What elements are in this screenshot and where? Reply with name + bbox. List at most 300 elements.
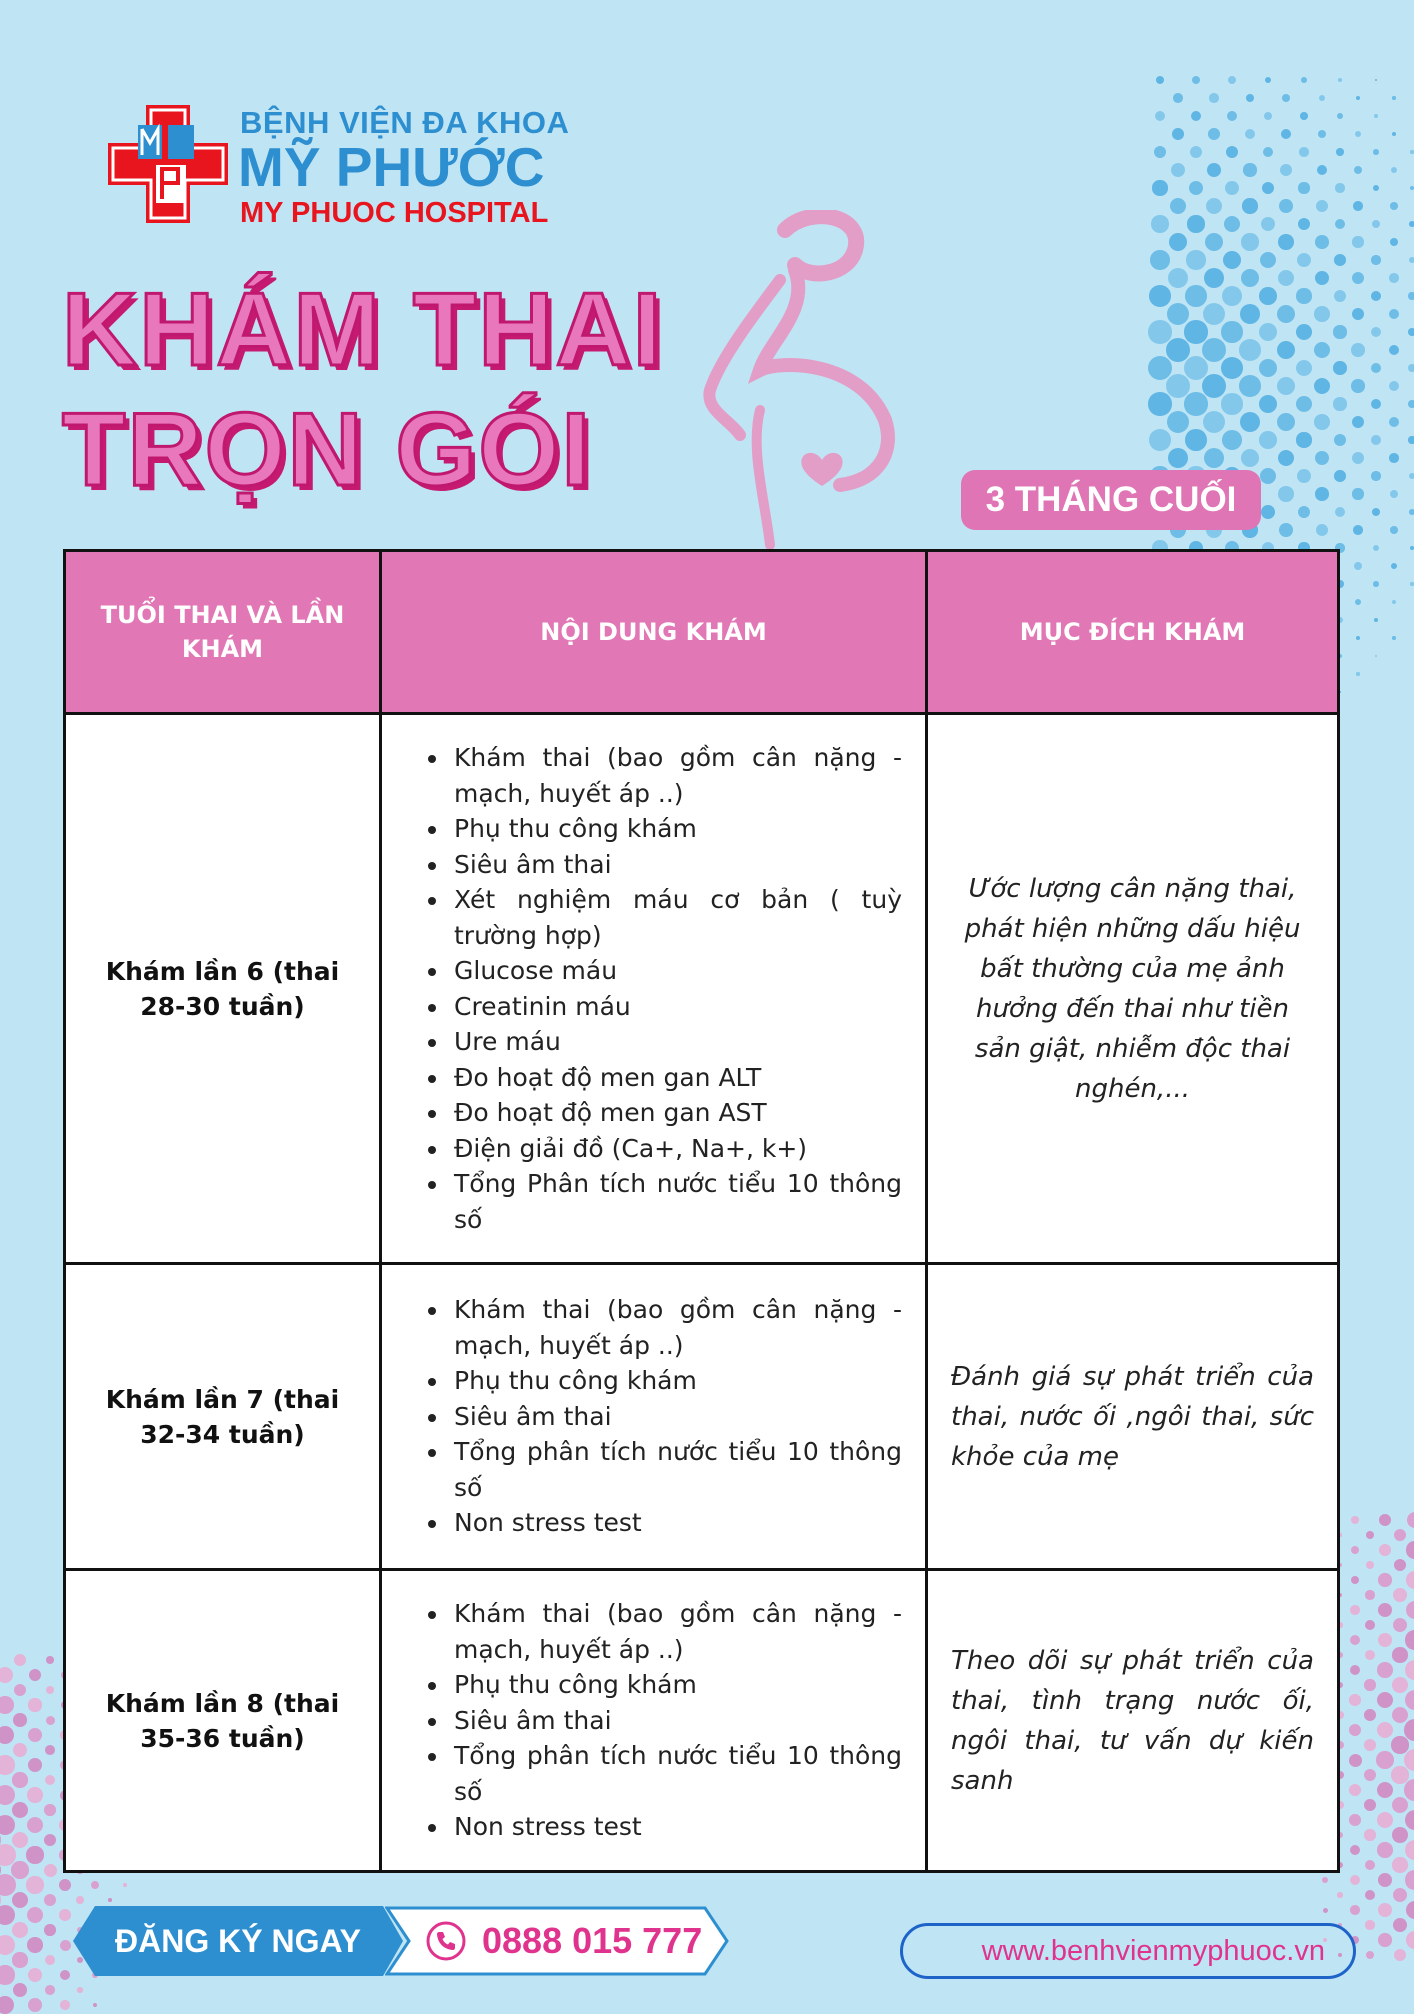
stage-cell (65, 714, 381, 1264)
decorative-dot (1241, 449, 1260, 468)
decorative-dot (12, 1892, 29, 1909)
decorative-dot (1204, 268, 1224, 288)
decorative-dot (1350, 1905, 1360, 1915)
decorative-dot (1351, 379, 1364, 392)
decorative-dot (1156, 76, 1165, 85)
decorative-dot (1318, 130, 1326, 138)
decorative-dot (0, 1965, 15, 1984)
purpose-cell (927, 714, 1339, 1264)
decorative-dot (27, 1817, 43, 1833)
decorative-dot (1392, 1677, 1408, 1693)
decorative-dot (1378, 1633, 1393, 1648)
decorative-dot (1171, 163, 1185, 177)
decorative-dot (28, 1998, 42, 2012)
decorative-dot (1349, 1784, 1361, 1796)
trimester-badge: 3 THÁNG CUỐI (961, 470, 1261, 530)
decorative-dot (1364, 1829, 1375, 1840)
decorative-dot (1389, 417, 1399, 427)
decorative-dot (1377, 1692, 1393, 1708)
decorative-dot (1315, 451, 1330, 466)
decorative-dot (1405, 1690, 1414, 1711)
decorative-dot (1166, 338, 1190, 362)
decorative-dot (1297, 253, 1311, 267)
decorative-dot (1167, 303, 1189, 325)
decorative-dot (1298, 506, 1311, 519)
decorative-dot (1408, 328, 1414, 336)
decorative-dot (60, 1940, 71, 1951)
decorative-dot (1405, 1870, 1414, 1889)
decorative-dot (26, 1876, 43, 1893)
decorative-dot (76, 1896, 84, 1904)
decorative-dot (1155, 111, 1166, 122)
decorative-dot (12, 1772, 27, 1787)
decorative-dot (1376, 1751, 1394, 1769)
decorative-dot (1353, 525, 1363, 535)
decorative-dot (1335, 183, 1344, 192)
hospital-logo (108, 105, 538, 225)
decorative-dot (1280, 164, 1292, 176)
decorative-dot (123, 1883, 127, 1887)
decorative-dot (1314, 306, 1330, 322)
decorative-dot (1172, 128, 1184, 140)
decorative-dot (1410, 186, 1414, 191)
decorative-dot (1334, 254, 1346, 266)
page-title-line1: KHÁM THAI (62, 278, 663, 382)
decorative-dot (46, 1686, 54, 1694)
decorative-dot (1334, 470, 1346, 482)
decorative-dot (1314, 342, 1330, 358)
decorative-dot (1356, 672, 1359, 675)
purpose-text: Theo dõi sự phát triển của thai, tình trạng nước ối, ngôi thai, tư vấn dự kiến sanh (929, 1641, 1336, 1801)
decorative-dot (1350, 1605, 1360, 1615)
decorative-dot (1409, 257, 1414, 263)
decorative-dot (1261, 217, 1276, 232)
decorative-dot (1315, 271, 1330, 286)
decorative-dot (1265, 77, 1272, 84)
decorative-dot (1371, 471, 1380, 480)
decorative-dot (1323, 1908, 1328, 1913)
decorative-dot (1222, 286, 1242, 306)
decorative-dot (1221, 393, 1242, 414)
decorative-dot (1349, 1694, 1361, 1706)
decorative-dot (1186, 250, 1205, 269)
decorative-dot (11, 1861, 29, 1879)
decorative-dot (1350, 1845, 1361, 1856)
decorative-dot (46, 1716, 55, 1725)
list-item: • Phụ thu công khám (450, 811, 902, 847)
decorative-dot (1405, 1630, 1414, 1649)
decorative-dot (1278, 450, 1295, 467)
decorative-dot (59, 1909, 71, 1921)
decorative-dot (12, 1802, 28, 1818)
decorative-dot (1207, 163, 1221, 177)
decorative-dot (1410, 546, 1414, 551)
decorative-dot (14, 1684, 27, 1697)
content-cell (381, 1264, 927, 1570)
decorative-dot (1336, 148, 1344, 156)
decorative-dot (45, 1955, 56, 1966)
decorative-dot (1390, 526, 1397, 533)
decorative-dot (1406, 1931, 1414, 1949)
decorative-dot (1373, 149, 1378, 154)
decorative-dot (1225, 181, 1239, 195)
decorative-dot (1277, 341, 1296, 360)
stage-text: Khám lần 7 (thai 32-34 tuần) (67, 1382, 378, 1452)
decorative-dot (1316, 524, 1328, 536)
decorative-dot (1365, 1920, 1374, 1929)
decorative-dot (1410, 582, 1413, 585)
list-item: • Glucose máu (450, 953, 902, 989)
decorative-dot (1296, 360, 1312, 376)
decorative-dot (46, 1656, 53, 1663)
decorative-dot (1277, 413, 1295, 431)
decorative-dot (44, 1924, 55, 1935)
website-url-text: www.benhvienmyphuoc.vn (982, 1935, 1325, 1967)
decorative-dot (0, 1726, 14, 1744)
decorative-dot (1352, 416, 1365, 429)
decorative-dot (1394, 1949, 1407, 1962)
decorative-dot (27, 1787, 43, 1803)
decorative-dot (1364, 1799, 1376, 1811)
decorative-dot (1351, 1516, 1358, 1523)
decorative-dot (1278, 270, 1295, 287)
decorative-dot (1409, 509, 1414, 515)
list-item: • Khám thai (bao gồm cân nặng - mạch, huyết áp ..) (450, 1292, 902, 1363)
decorative-dot (13, 1983, 27, 1997)
decorative-dot (1239, 339, 1261, 361)
decorative-dot (1371, 291, 1381, 301)
decorative-dot (1245, 129, 1256, 140)
decorative-dot (1366, 1561, 1374, 1569)
list-item: • Siêu âm thai (450, 1703, 902, 1739)
exam-schedule-table (63, 549, 1340, 1873)
stage-text: Khám lần 6 (thai 28-30 tuần) (67, 954, 378, 1024)
decorative-dot (1392, 1797, 1408, 1813)
decorative-dot (1408, 364, 1414, 372)
decorative-dot (1389, 381, 1399, 391)
decorative-dot (1372, 508, 1380, 516)
decorative-dot (0, 1874, 16, 1896)
decorative-dot (1260, 468, 1276, 484)
list-item: • Ure máu (450, 1024, 902, 1060)
decorative-dot (93, 2003, 98, 2008)
decorative-dot (13, 1743, 27, 1757)
decorative-dot (1296, 288, 1311, 303)
decorative-dot (1317, 165, 1327, 175)
decorative-dot (1190, 146, 1203, 159)
purpose-text: Đánh giá sự phát triển của thai, nước ối ,ngôi thai, sức khỏe của mẹ (929, 1357, 1336, 1477)
decorative-dot (1393, 1918, 1407, 1932)
list-item: • Khám thai (bao gồm cân nặng - mạch, huyết áp ..) (450, 1596, 902, 1667)
hotline-button[interactable] (385, 1906, 730, 1976)
decorative-dot (1184, 392, 1207, 415)
decorative-dot (1208, 128, 1220, 140)
decorative-dot (1337, 113, 1343, 119)
decorative-dot (1392, 1707, 1408, 1723)
decorative-dot (1408, 292, 1414, 299)
decorative-dot (1350, 1665, 1361, 1676)
website-url (903, 1926, 1353, 1976)
decorative-dot (1152, 180, 1167, 195)
decorative-dot (1371, 363, 1382, 374)
decorative-dot (1154, 146, 1167, 159)
list-item: • Đo hoạt độ men gan ALT (450, 1060, 902, 1096)
decorative-dot (1392, 1647, 1407, 1662)
decorative-dot (1333, 397, 1346, 410)
decorative-dot (1377, 1812, 1393, 1828)
decorative-dot (1371, 327, 1381, 337)
stage-text: Khám lần 8 (thai 35-36 tuần) (67, 1686, 378, 1756)
hospital-cross-logo-icon (108, 105, 228, 223)
decorative-dot (1259, 359, 1278, 378)
decorative-dot (1379, 1514, 1391, 1526)
decorative-dot (1149, 429, 1170, 450)
decorative-dot (1240, 412, 1261, 433)
decorative-dot (1279, 523, 1293, 537)
decorative-dot (28, 1698, 41, 1711)
decorative-dot (1259, 395, 1278, 414)
decorative-dot (1377, 1842, 1392, 1857)
decorative-dot (1350, 1875, 1360, 1885)
table-header-row (65, 551, 1339, 714)
decorative-dot (1204, 448, 1224, 468)
decorative-dot (0, 1996, 14, 2014)
stage-cell (65, 1264, 381, 1570)
decorative-dot (1389, 273, 1399, 283)
decorative-dot (1371, 435, 1381, 445)
hospital-name-line1: BỆNH VIỆN ĐA KHOA (240, 105, 569, 141)
decorative-dot (1405, 1840, 1414, 1860)
decorative-dot (1319, 95, 1326, 102)
decorative-dot (1259, 431, 1277, 449)
hospital-name-english: MY PHUOC HOSPITAL (240, 197, 548, 230)
header-purpose: MỤC ĐÍCH KHÁM (927, 551, 1339, 714)
decorative-dot (1391, 167, 1397, 173)
decorative-dot (1392, 132, 1397, 137)
decorative-dot (29, 1669, 41, 1681)
decorative-dot (44, 1894, 56, 1906)
decorative-dot (1263, 147, 1274, 158)
decorative-dot (1184, 320, 1207, 343)
decorative-dot (1352, 488, 1363, 499)
decorative-dot (1393, 1888, 1407, 1902)
decorative-dot (1169, 233, 1187, 251)
decorative-dot (1378, 1573, 1391, 1586)
decorative-dot (60, 2000, 69, 2009)
decorative-dot (0, 1905, 15, 1926)
decorative-dot (1350, 1635, 1360, 1645)
decorative-dot (1365, 1590, 1374, 1599)
decorative-dot (1364, 1709, 1376, 1721)
decorative-dot (1149, 285, 1170, 306)
page-title-line2: TRỌN GÓI (62, 398, 592, 502)
decorative-dot (44, 1834, 56, 1846)
decorative-dot (1322, 1877, 1328, 1883)
decorative-dot (45, 1985, 55, 1995)
list-item: • Phụ thu công khám (450, 1363, 902, 1399)
decorative-dot (1239, 375, 1261, 397)
decorative-dot (1282, 94, 1290, 102)
decorative-dot (1404, 1779, 1414, 1800)
decorative-dot (1392, 1857, 1407, 1872)
decorative-dot (1356, 636, 1361, 641)
decorative-dot (1168, 268, 1188, 288)
stage-cell (65, 1570, 381, 1872)
decorative-dot (1148, 320, 1171, 343)
decorative-dot (44, 1864, 57, 1877)
decorative-dot (1378, 1873, 1393, 1888)
phone-icon (425, 1920, 467, 1962)
decorative-dot (1240, 304, 1261, 325)
hotline-number: 0888 015 777 (482, 1906, 702, 1976)
decorative-dot (0, 1696, 14, 1714)
decorative-dot (1374, 618, 1378, 622)
decorative-dot (1314, 414, 1330, 430)
decorative-dot (12, 1952, 27, 1967)
decorative-dot (0, 1935, 15, 1955)
decorative-dot (1354, 562, 1362, 570)
decorative-dot (1392, 96, 1395, 99)
purpose-cell (927, 1570, 1339, 1872)
decorative-dot (1338, 78, 1342, 82)
list-item: • Phụ thu công khám (450, 1667, 902, 1703)
decorative-dot (1351, 343, 1364, 356)
decorative-dot (1148, 392, 1171, 415)
list-item: • Tổng Phân tích nước tiểu 10 thông số (450, 1166, 902, 1237)
decorative-dot (1296, 396, 1312, 412)
decorative-dot (1392, 636, 1395, 639)
decorative-dot (1378, 1933, 1391, 1946)
decorative-dot (60, 1970, 70, 1980)
decorative-dot (1378, 1603, 1392, 1617)
decorative-dot (1187, 215, 1204, 232)
decorative-dot (1205, 233, 1223, 251)
decorative-dot (1228, 76, 1236, 84)
decorative-dot (1364, 1679, 1375, 1690)
list-item: • Tổng phân tích nước tiểu 10 thông số (450, 1434, 902, 1505)
decorative-dot (1349, 1754, 1362, 1767)
decorative-dot (1349, 1724, 1361, 1736)
decorative-dot (1278, 486, 1293, 501)
decorative-dot (1221, 321, 1242, 342)
decorative-dot (1301, 77, 1307, 83)
decorative-dot (1408, 400, 1414, 408)
decorative-dot (1391, 1736, 1408, 1753)
decorative-dot (1315, 487, 1328, 500)
list-item: • Điện giải đồ (Ca+, Na+, k+) (450, 1131, 902, 1167)
decorative-dot (1365, 1650, 1376, 1661)
pregnant-woman-silhouette-icon (690, 210, 920, 550)
decorative-dot (1391, 563, 1397, 569)
decorative-dot (1185, 285, 1206, 306)
decorative-dot (1390, 238, 1399, 247)
decorative-dot (1296, 432, 1311, 447)
list-item: • Siêu âm thai (450, 847, 902, 883)
decorative-dot (28, 1758, 43, 1773)
decorative-dot (1364, 1769, 1377, 1782)
decorative-dot (108, 1898, 111, 1901)
decorative-dot (0, 1755, 15, 1774)
exam-items-list (383, 1270, 924, 1563)
decorative-dot (1409, 221, 1414, 227)
decorative-dot (1408, 436, 1414, 443)
register-now-label: ĐĂNG KÝ NGAY (73, 1906, 403, 1976)
decorative-dot (1334, 434, 1347, 447)
decorative-dot (1226, 146, 1238, 158)
decorative-dot (1364, 1739, 1377, 1752)
decorative-dot (1375, 655, 1377, 657)
decorative-dot (45, 1775, 56, 1786)
decorative-dot (1298, 182, 1309, 193)
decorative-dot (1390, 490, 1399, 499)
decorative-dot (1375, 79, 1377, 81)
decorative-dot (1261, 505, 1276, 520)
decorative-dot (1406, 1901, 1414, 1920)
decorative-dot (1223, 251, 1241, 269)
decorative-dot (1222, 430, 1242, 450)
decorative-dot (1279, 199, 1293, 213)
decorative-dot (12, 1922, 28, 1938)
decorative-dot (1407, 1512, 1414, 1528)
website-link[interactable] (900, 1923, 1356, 1979)
decorative-dot (1316, 200, 1328, 212)
decorative-dot (1314, 378, 1330, 394)
list-item: • Siêu âm thai (450, 1399, 902, 1435)
decorative-dot (1335, 219, 1345, 229)
decorative-dot (26, 1846, 43, 1863)
decorative-dot (1373, 545, 1380, 552)
list-item: • Khám thai (bao gồm cân nặng - mạch, huyết áp ..) (450, 740, 902, 811)
decorative-dot (1371, 255, 1380, 264)
decorative-dot (1297, 469, 1311, 483)
decorative-dot (1299, 147, 1308, 156)
purpose-text: Ước lượng cân nặng thai, phát hiện những dấu hiệu bất thường của mẹ ảnh hưởng đến thai như tiền sản giật, nhiễm độc thai nghén,... (929, 869, 1336, 1109)
decorative-dot (1377, 1662, 1392, 1677)
decorative-dot (1406, 1571, 1414, 1589)
list-item: • Non stress test (450, 1809, 902, 1845)
decorative-dot (1410, 150, 1413, 153)
decorative-dot (28, 1728, 42, 1742)
content-cell (381, 714, 927, 1264)
decorative-dot (1393, 1618, 1407, 1632)
header-content: NỘI DUNG KHÁM (381, 551, 927, 714)
decorative-dot (1409, 473, 1414, 479)
list-item: • Tổng phân tích nước tiểu 10 thông số (450, 1738, 902, 1809)
decorative-dot (1259, 287, 1277, 305)
decorative-dot (1221, 357, 1243, 379)
decorative-dot (1352, 236, 1363, 247)
register-now-button[interactable] (73, 1906, 403, 1976)
decorative-dot (0, 1785, 15, 1805)
decorative-dot (1393, 1588, 1407, 1602)
decorative-dot (1209, 93, 1218, 102)
decorative-dot (1365, 1860, 1376, 1871)
decorative-dot (1392, 1827, 1408, 1843)
decorative-dot (1377, 1722, 1394, 1739)
decorative-dot (1351, 1546, 1359, 1554)
decorative-dot (1243, 163, 1256, 176)
decorative-dot (14, 1654, 26, 1666)
decorative-dot (1379, 1544, 1392, 1557)
decorative-dot (0, 1667, 13, 1684)
decorative-dot (1378, 1903, 1392, 1917)
decorative-dot (1372, 220, 1380, 228)
decorative-dot (1192, 76, 1200, 84)
decorative-dot (91, 1881, 99, 1889)
decorative-dot (1391, 1766, 1408, 1783)
decorative-dot (1296, 324, 1312, 340)
decorative-dot (1349, 1814, 1361, 1826)
